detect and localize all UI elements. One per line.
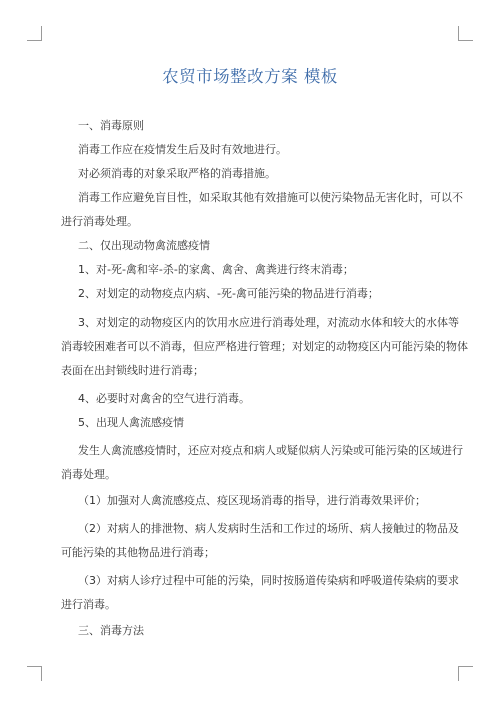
list-item: 1、对-死-禽和宰-杀-的家禽、禽舍、禽粪进行终末消毒；: [78, 263, 354, 276]
crop-mark-top-right: [458, 26, 473, 41]
paragraph-line: 发生人禽流感疫情时，还应对疫点和病人或疑似病人污染或可能污染的区域进行: [78, 444, 463, 457]
list-item: （3）对病人诊疗过程中可能的污染，同时按肠道传染病和呼吸道传染病的要求: [78, 574, 459, 587]
list-item: （1）加强对人禽流感疫点、疫区现场消毒的指导，进行消毒效果评价；: [78, 494, 426, 507]
crop-mark-top-left: [27, 26, 42, 41]
paragraph-line: 消毒工作应避免盲目性，如采取其他有效措施可以使污染物品无害化时，可以不: [78, 191, 463, 204]
paragraph-line: 消毒工作应在疫情发生后及时有效地进行。: [78, 143, 287, 156]
document-title: 农贸市场整改方案 模板: [162, 67, 338, 86]
crop-mark-bottom-left: [27, 666, 42, 681]
section-heading-3: 三、消毒方法: [78, 624, 144, 637]
list-item: （2）对病人的排泄物、病人发病时生活和工作过的场所、病人接触过的物品及: [78, 522, 459, 535]
crop-mark-bottom-right: [458, 666, 473, 681]
paragraph-line: 可能污染的其他物品进行消毒；: [61, 546, 215, 559]
paragraph-line: 进行消毒。: [61, 598, 116, 611]
paragraph-line: 进行消毒处理。: [61, 215, 138, 228]
paragraph-line: 消毒处理。: [61, 468, 116, 481]
list-item: 4、必要时对禽舍的空气进行消毒。: [78, 392, 250, 405]
paragraph-line: 表面在出封锁线时进行消毒；: [61, 364, 204, 377]
list-item: 2、对划定的动物疫点内病、-死-禽可能污染的物品进行消毒；: [78, 287, 379, 300]
section-heading-1: 一、消毒原则: [78, 119, 144, 132]
list-item: 3、对划定的动物疫区内的饮用水应进行消毒处理，对流动水体和较大的水体等: [78, 316, 459, 329]
list-item: 5、出现人禽流感疫情: [78, 416, 184, 429]
paragraph-line: 消毒较困难者可以不消毒，但应严格进行管理；对划定的动物疫区内可能污染的物体: [61, 340, 468, 353]
paragraph-line: 对必须消毒的对象采取严格的消毒措施。: [78, 167, 276, 180]
section-heading-2: 二、仅出现动物禽流感疫情: [78, 239, 210, 252]
